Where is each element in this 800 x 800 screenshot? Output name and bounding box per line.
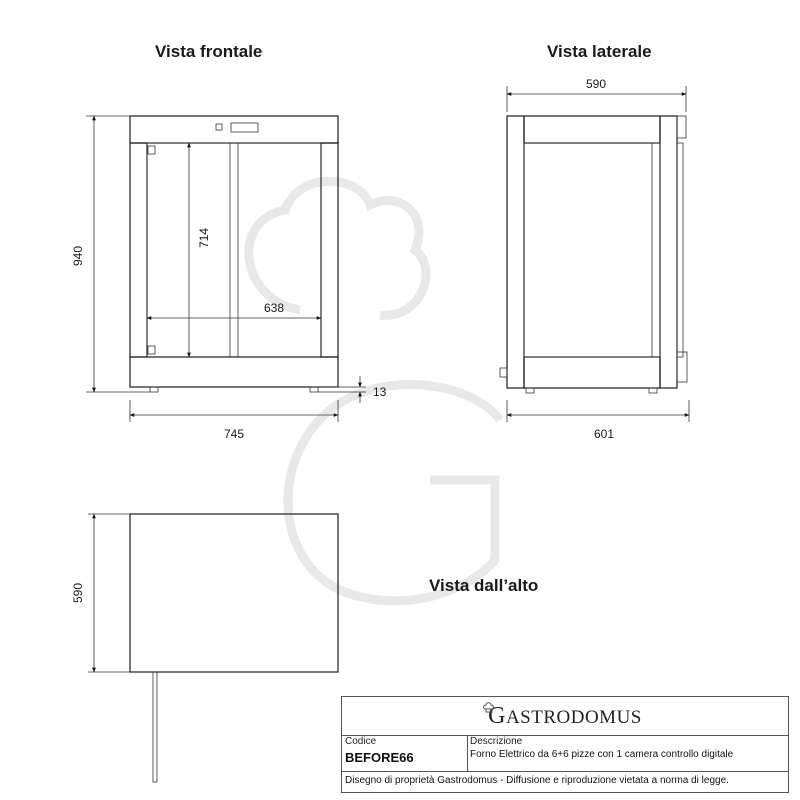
dim-top-depth: 590 xyxy=(71,582,85,604)
description-label: Descrizione xyxy=(470,736,523,747)
side-foot-right xyxy=(649,388,657,393)
front-glass-door xyxy=(147,143,321,357)
front-view xyxy=(71,116,387,441)
front-door-divider xyxy=(230,143,238,357)
brand-name: GASTRODOMUS xyxy=(488,702,642,729)
side-front-post xyxy=(507,116,524,388)
front-hinge-top xyxy=(148,146,155,154)
front-foot-right xyxy=(310,387,318,392)
side-rear-box-top xyxy=(677,116,686,138)
control-knob xyxy=(216,124,222,130)
side-foot-left xyxy=(526,388,534,393)
dim-front-width: 745 xyxy=(223,427,245,441)
code-value: BEFORE66 xyxy=(345,750,414,765)
front-base xyxy=(130,357,338,387)
side-bottom-rail xyxy=(524,357,660,388)
top-outline xyxy=(130,514,338,672)
side-inner-back xyxy=(652,143,660,357)
description-value: Forno Elettrico da 6+6 pizze con 1 camera controllo digitale xyxy=(470,749,734,760)
side-top-rail xyxy=(524,116,660,143)
title-block-row xyxy=(342,735,788,772)
dim-front-height: 940 xyxy=(71,245,85,267)
code-label: Codice xyxy=(345,736,377,747)
dim-inner-height: 714 xyxy=(197,227,211,249)
dim-side-depth-bottom: 601 xyxy=(593,427,615,441)
brand-header xyxy=(342,697,788,736)
side-rear-box-bottom xyxy=(677,352,687,382)
side-rear-panel xyxy=(677,143,683,357)
front-view-title: Vista frontale xyxy=(155,42,263,61)
side-handle xyxy=(500,368,507,377)
dim-side-depth-top: 590 xyxy=(585,77,607,91)
title-block xyxy=(341,696,789,793)
description-cell xyxy=(467,735,788,771)
front-left-post xyxy=(130,143,147,357)
front-top-panel xyxy=(130,116,338,143)
side-panel xyxy=(524,143,660,357)
code-cell xyxy=(342,735,468,771)
chef-hat-icon xyxy=(482,700,496,714)
dim-inner-width: 638 xyxy=(263,301,285,315)
top-view-title: Vista dall’alto xyxy=(429,576,539,595)
dim-feet-height: 13 xyxy=(373,385,387,399)
front-foot-left xyxy=(150,387,158,392)
ownership-note: Disegno di proprietà Gastrodomus - Diffusione e riproduzione vietata a norma di legge. xyxy=(345,775,729,786)
side-back-post xyxy=(660,116,677,388)
front-hinge-bottom xyxy=(148,346,155,354)
side-view xyxy=(500,77,689,441)
front-right-post xyxy=(321,143,338,357)
top-cable xyxy=(153,672,157,782)
side-view-title: Vista laterale xyxy=(547,42,652,61)
digital-display xyxy=(231,123,258,132)
